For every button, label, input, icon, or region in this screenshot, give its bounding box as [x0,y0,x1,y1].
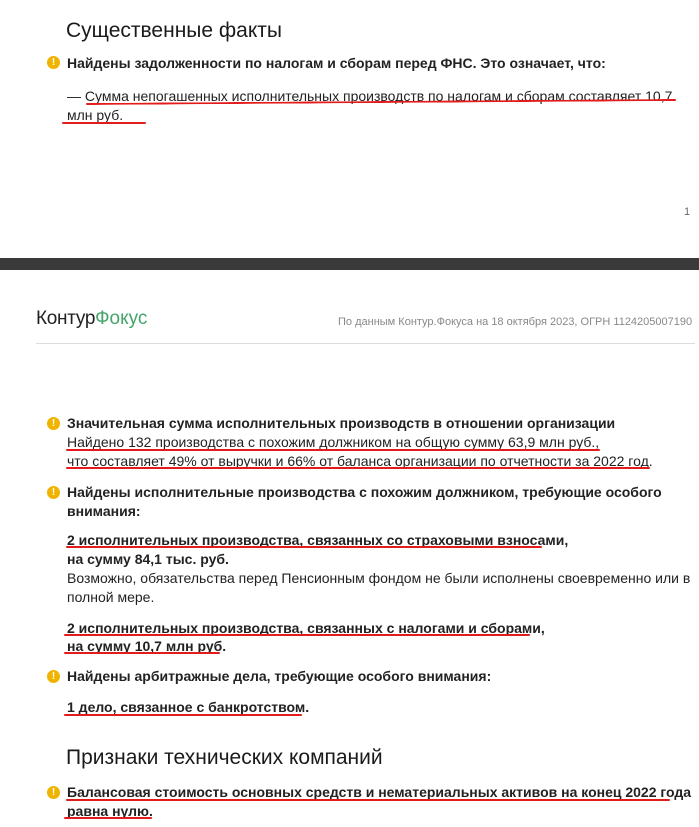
item-line: что составляет 49% от выручки и 66% от баланса организации по отчетности за 2022 год. [67,453,653,469]
red-underline [66,467,650,469]
item-title: Найдены арбитражные дела, требующие особого внимания: [67,668,492,684]
header-rule [36,343,695,344]
page-number: 1 [684,206,691,218]
item-title: внимания: [67,503,141,519]
exclamation-circle-icon: ! [47,786,60,799]
item-title: Найдены исполнительные производства с похожим должником, требующие особого [67,484,662,500]
exclamation-circle-icon: ! [47,56,60,69]
red-underline [66,546,542,548]
item-title: Значительная сумма исполнительных производств в отношении организации [67,415,616,431]
item-line: Найдено 132 производства с похожим должником на общую сумму 63,9 млн руб., [67,434,600,450]
fact-title: Найдены задолженности по налогам и сборам перед ФНС. Это означает, что: [67,55,606,71]
red-underline [62,122,146,124]
item-detail: на сумму 84,1 тыс. руб. [67,551,229,567]
item-detail: 2 исполнительных производства, связанных с налогами и сборами, [67,620,545,636]
item-note: полной мере. [67,589,155,605]
red-underline [66,799,670,801]
exclamation-circle-icon: ! [47,486,60,499]
item-detail: 1 дело, связанное с банкротством. [67,699,310,715]
page-divider [0,258,699,270]
red-underline [64,817,152,819]
exclamation-circle-icon: ! [47,417,60,430]
source-note: По данным Контур.Фокуса на 18 октября 2023, ОГРН 1124205007190 [338,316,693,328]
section-heading-tech: Признаки технических компаний [66,746,383,769]
red-underline [64,634,530,636]
red-underline [64,714,302,716]
red-underline [64,652,220,654]
logo-kontur: Контур [36,308,96,329]
kontur-fokus-logo [36,308,147,330]
fact-line: млн руб. [67,107,124,123]
fact-line: — Сумма непогашенных исполнительных производств по налогам и сборам составляет 10,7 [67,88,673,104]
page-heading-facts: Существенные факты [66,19,282,42]
item-detail: 2 исполнительных производства, связанных со страховыми взносами, [67,532,569,548]
tech-line: равна нулю. [67,803,153,819]
red-underline [66,449,600,451]
exclamation-circle-icon: ! [47,670,60,683]
item-detail: на сумму 10,7 млн руб. [67,638,227,654]
logo-fokus: Фокус [95,308,148,329]
item-note: Возможно, обязательства перед Пенсионным фондом не были исполнены своевременно или в [67,570,691,586]
tech-line: Балансовая стоимость основных средств и нематериальных активов на конец 2022 года [67,784,692,800]
